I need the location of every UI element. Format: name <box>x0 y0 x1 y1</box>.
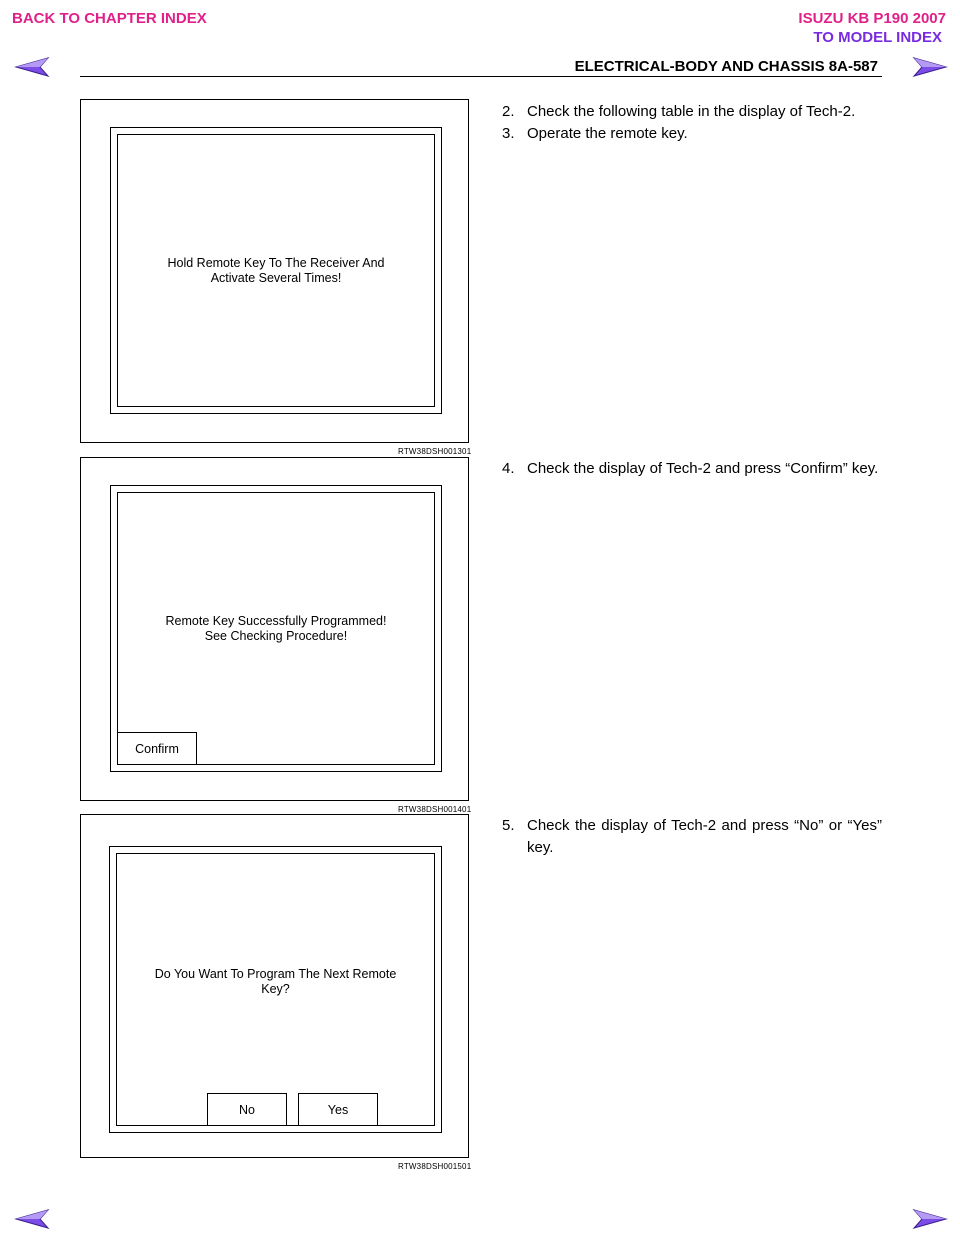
tech2-screen <box>117 134 435 407</box>
screen-message <box>136 967 416 997</box>
step-2 <box>502 101 882 123</box>
step-number: 3. <box>502 125 515 142</box>
screen-message <box>136 614 416 644</box>
right-arrow-icon[interactable] <box>912 1208 948 1230</box>
model-title-link[interactable]: ISUZU KB P190 2007 <box>798 10 946 27</box>
message-line-1: Hold Remote Key To The Receiver And <box>167 255 385 270</box>
step-4 <box>502 458 882 502</box>
figure-tech2-next-remote <box>80 814 469 1158</box>
yes-softkey[interactable]: Yes <box>298 1093 378 1126</box>
tech2-screen <box>117 492 435 765</box>
header-rule <box>80 76 882 77</box>
tech2-screen-frame <box>110 127 442 414</box>
step-text: Check the display of Tech-2 and press “No” or “Yes” key. <box>527 817 882 856</box>
figure-code: RTW38DSH001501 <box>398 1162 472 1171</box>
no-softkey[interactable]: No <box>207 1093 287 1126</box>
step-number: 5. <box>502 817 515 834</box>
message-line-1: Do You Want To Program The Next Remote <box>154 966 397 981</box>
message-line-2: Key? <box>261 981 290 996</box>
figure-tech2-hold-remote <box>80 99 469 443</box>
back-to-chapter-index-link[interactable]: BACK TO CHAPTER INDEX <box>12 10 207 27</box>
tech2-screen-frame <box>109 846 442 1133</box>
confirm-softkey[interactable]: Confirm <box>117 732 197 765</box>
to-model-index-link[interactable]: TO MODEL INDEX <box>813 29 942 46</box>
message-line-1: Remote Key Successfully Programmed! <box>165 613 387 628</box>
step-3 <box>502 123 882 145</box>
section-title: ELECTRICAL-BODY AND CHASSIS 8A-587 <box>574 58 878 75</box>
message-line-2: See Checking Procedure! <box>204 628 348 643</box>
left-arrow-icon[interactable] <box>14 56 50 78</box>
step-number: 2. <box>502 103 515 120</box>
right-arrow-icon[interactable] <box>912 56 948 78</box>
figure-tech2-programmed <box>80 457 469 801</box>
step-text: Check the following table in the display of Tech-2. <box>527 103 856 120</box>
screen-message <box>136 256 416 286</box>
message-line-2: Activate Several Times! <box>210 270 342 285</box>
step-5 <box>502 815 882 859</box>
figure-code: RTW38DSH001301 <box>398 447 472 456</box>
step-text: Check the display of Tech-2 and press “Confirm” key. <box>527 460 879 477</box>
step-text: Operate the remote key. <box>527 125 688 142</box>
tech2-screen-frame <box>110 485 442 772</box>
figure-code: RTW38DSH001401 <box>398 805 472 814</box>
left-arrow-icon[interactable] <box>14 1208 50 1230</box>
step-number: 4. <box>502 460 515 477</box>
tech2-screen <box>116 853 435 1126</box>
